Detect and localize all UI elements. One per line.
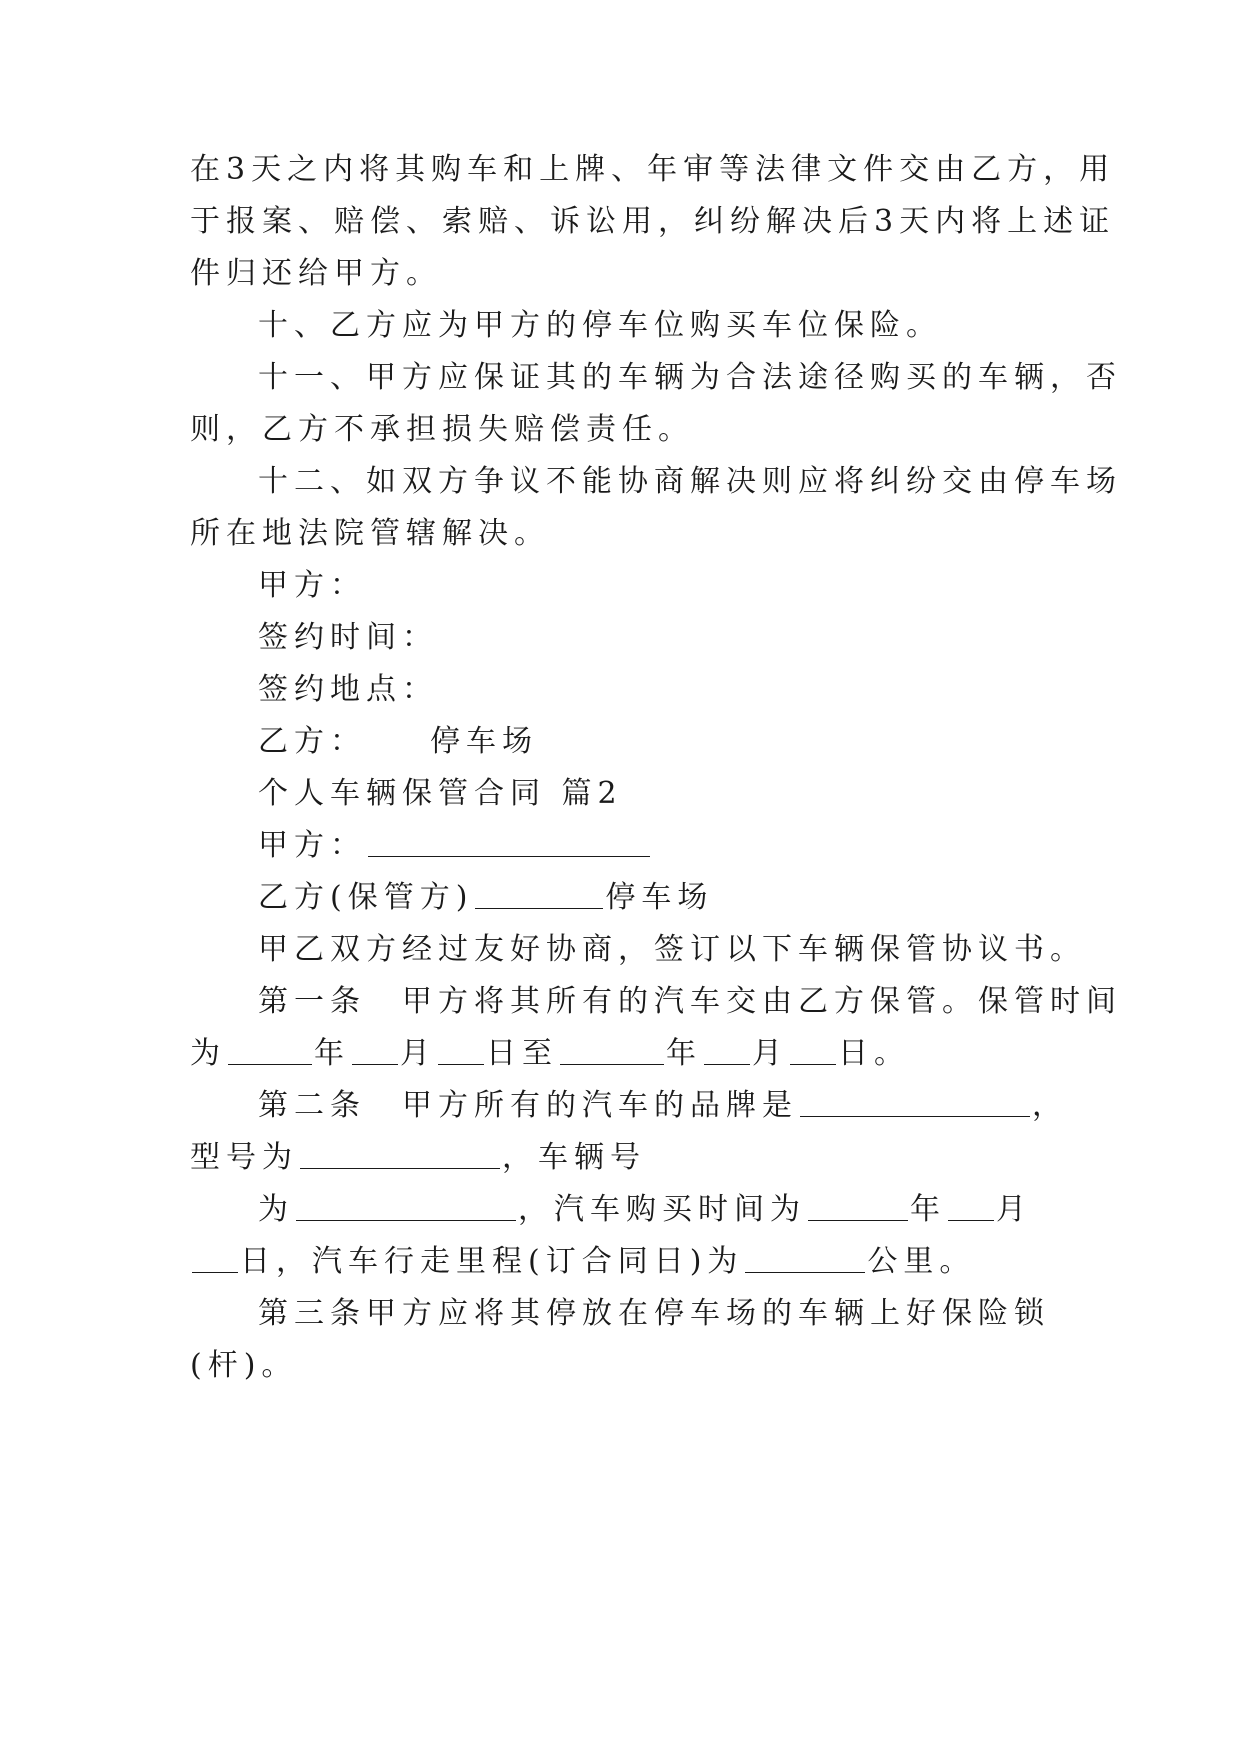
article-1-wei: 为 xyxy=(190,1036,226,1071)
purchase-time-label: ，汽车购买时间为 xyxy=(518,1192,806,1227)
km-label: 公里。 xyxy=(867,1244,976,1279)
article-3-line-2: (杆)。 xyxy=(190,1348,298,1383)
end-month-blank xyxy=(704,1034,750,1065)
contract2-intro: 甲乙双方经过友好协商，签订以下车辆保管协议书。 xyxy=(258,932,1086,967)
month-label: 月 xyxy=(400,1036,436,1071)
contract2-party-a-line xyxy=(258,826,1050,866)
purchase-month-label: 月 xyxy=(996,1192,1032,1227)
section-title: 个人车辆保管合同 篇2 xyxy=(258,776,623,811)
brand-blank xyxy=(800,1086,1030,1117)
clause-12-line-1: 十二、如双方争议不能协商解决则应将纠纷交由停车场 xyxy=(258,464,1122,499)
mileage-label: 日，汽车行走里程(订合同日)为 xyxy=(240,1244,744,1279)
day-to-label: 日至 xyxy=(486,1036,558,1071)
party-b-label: 乙方： xyxy=(258,724,366,759)
purchase-month-blank xyxy=(948,1190,994,1221)
sign-place-label: 签约地点： xyxy=(258,672,438,707)
party-b-blank xyxy=(475,878,603,909)
clause-11-line-2: 则，乙方不承担损失赔偿责任。 xyxy=(190,412,694,447)
article-2-line-1 xyxy=(258,1086,1068,1126)
plate-wei: 为 xyxy=(258,1192,294,1227)
year-label: 年 xyxy=(314,1036,350,1071)
sign-time-label: 签约时间： xyxy=(258,620,438,655)
paragraph-9-line-2: 于报案、赔偿、索赔、诉讼用，纠纷解决后3天内将上述证 xyxy=(190,204,1116,239)
party-b-line xyxy=(258,722,1050,762)
model-label: 型号为 xyxy=(190,1140,298,1175)
party-b-name: 停车场 xyxy=(430,724,538,759)
paragraph-9-line-1: 在3天之内将其购车和上牌、年审等法律文件交由乙方，用 xyxy=(190,152,1116,187)
start-month-blank xyxy=(352,1034,398,1065)
clause-12-line-2: 所在地法院管辖解决。 xyxy=(190,516,550,551)
clause-10: 十、乙方应为甲方的停车位购买车位保险。 xyxy=(258,308,942,343)
article-3-line-1: 第三条甲方应将其停放在停车场的车辆上好保险锁 xyxy=(258,1296,1050,1331)
day-end-label: 日。 xyxy=(838,1036,910,1071)
article-2-text: 第二条 甲方所有的汽车的品牌是 xyxy=(258,1088,798,1123)
purchase-year-blank xyxy=(808,1190,908,1221)
mileage-blank xyxy=(745,1242,865,1273)
article-1-line-1: 第一条 甲方将其所有的汽车交由乙方保管。保管时间 xyxy=(258,984,1122,1019)
contract2-party-b-label: 乙方(保管方) xyxy=(258,880,474,915)
party-a-blank xyxy=(368,826,650,857)
purchase-day-blank xyxy=(192,1242,238,1273)
model-blank xyxy=(300,1138,500,1169)
article-2-line-3 xyxy=(258,1190,1050,1230)
clause-11-line-1: 十一、甲方应保证其的车辆为合法途径购买的车辆，否 xyxy=(258,360,1122,395)
end-day-blank xyxy=(790,1034,836,1065)
paragraph-9-line-3: 件归还给甲方。 xyxy=(190,256,442,291)
article-2-line-2 xyxy=(190,1138,1050,1178)
plate-label: ，车辆号 xyxy=(502,1140,646,1175)
contract2-party-b-suffix: 停车场 xyxy=(605,880,714,915)
year-label-2: 年 xyxy=(666,1036,702,1071)
month-label-2: 月 xyxy=(752,1036,788,1071)
contract2-party-b-line xyxy=(258,878,1050,918)
end-year-blank xyxy=(560,1034,664,1065)
purchase-year-label: 年 xyxy=(910,1192,946,1227)
article-2-line-4 xyxy=(190,1242,1050,1282)
article-1-line-2 xyxy=(190,1034,1050,1074)
start-year-blank xyxy=(228,1034,312,1065)
party-a-label: 甲方： xyxy=(258,568,366,603)
contract2-party-a-label: 甲方： xyxy=(258,828,366,863)
plate-blank xyxy=(296,1190,516,1221)
comma: ， xyxy=(1032,1088,1068,1123)
start-day-blank xyxy=(438,1034,484,1065)
